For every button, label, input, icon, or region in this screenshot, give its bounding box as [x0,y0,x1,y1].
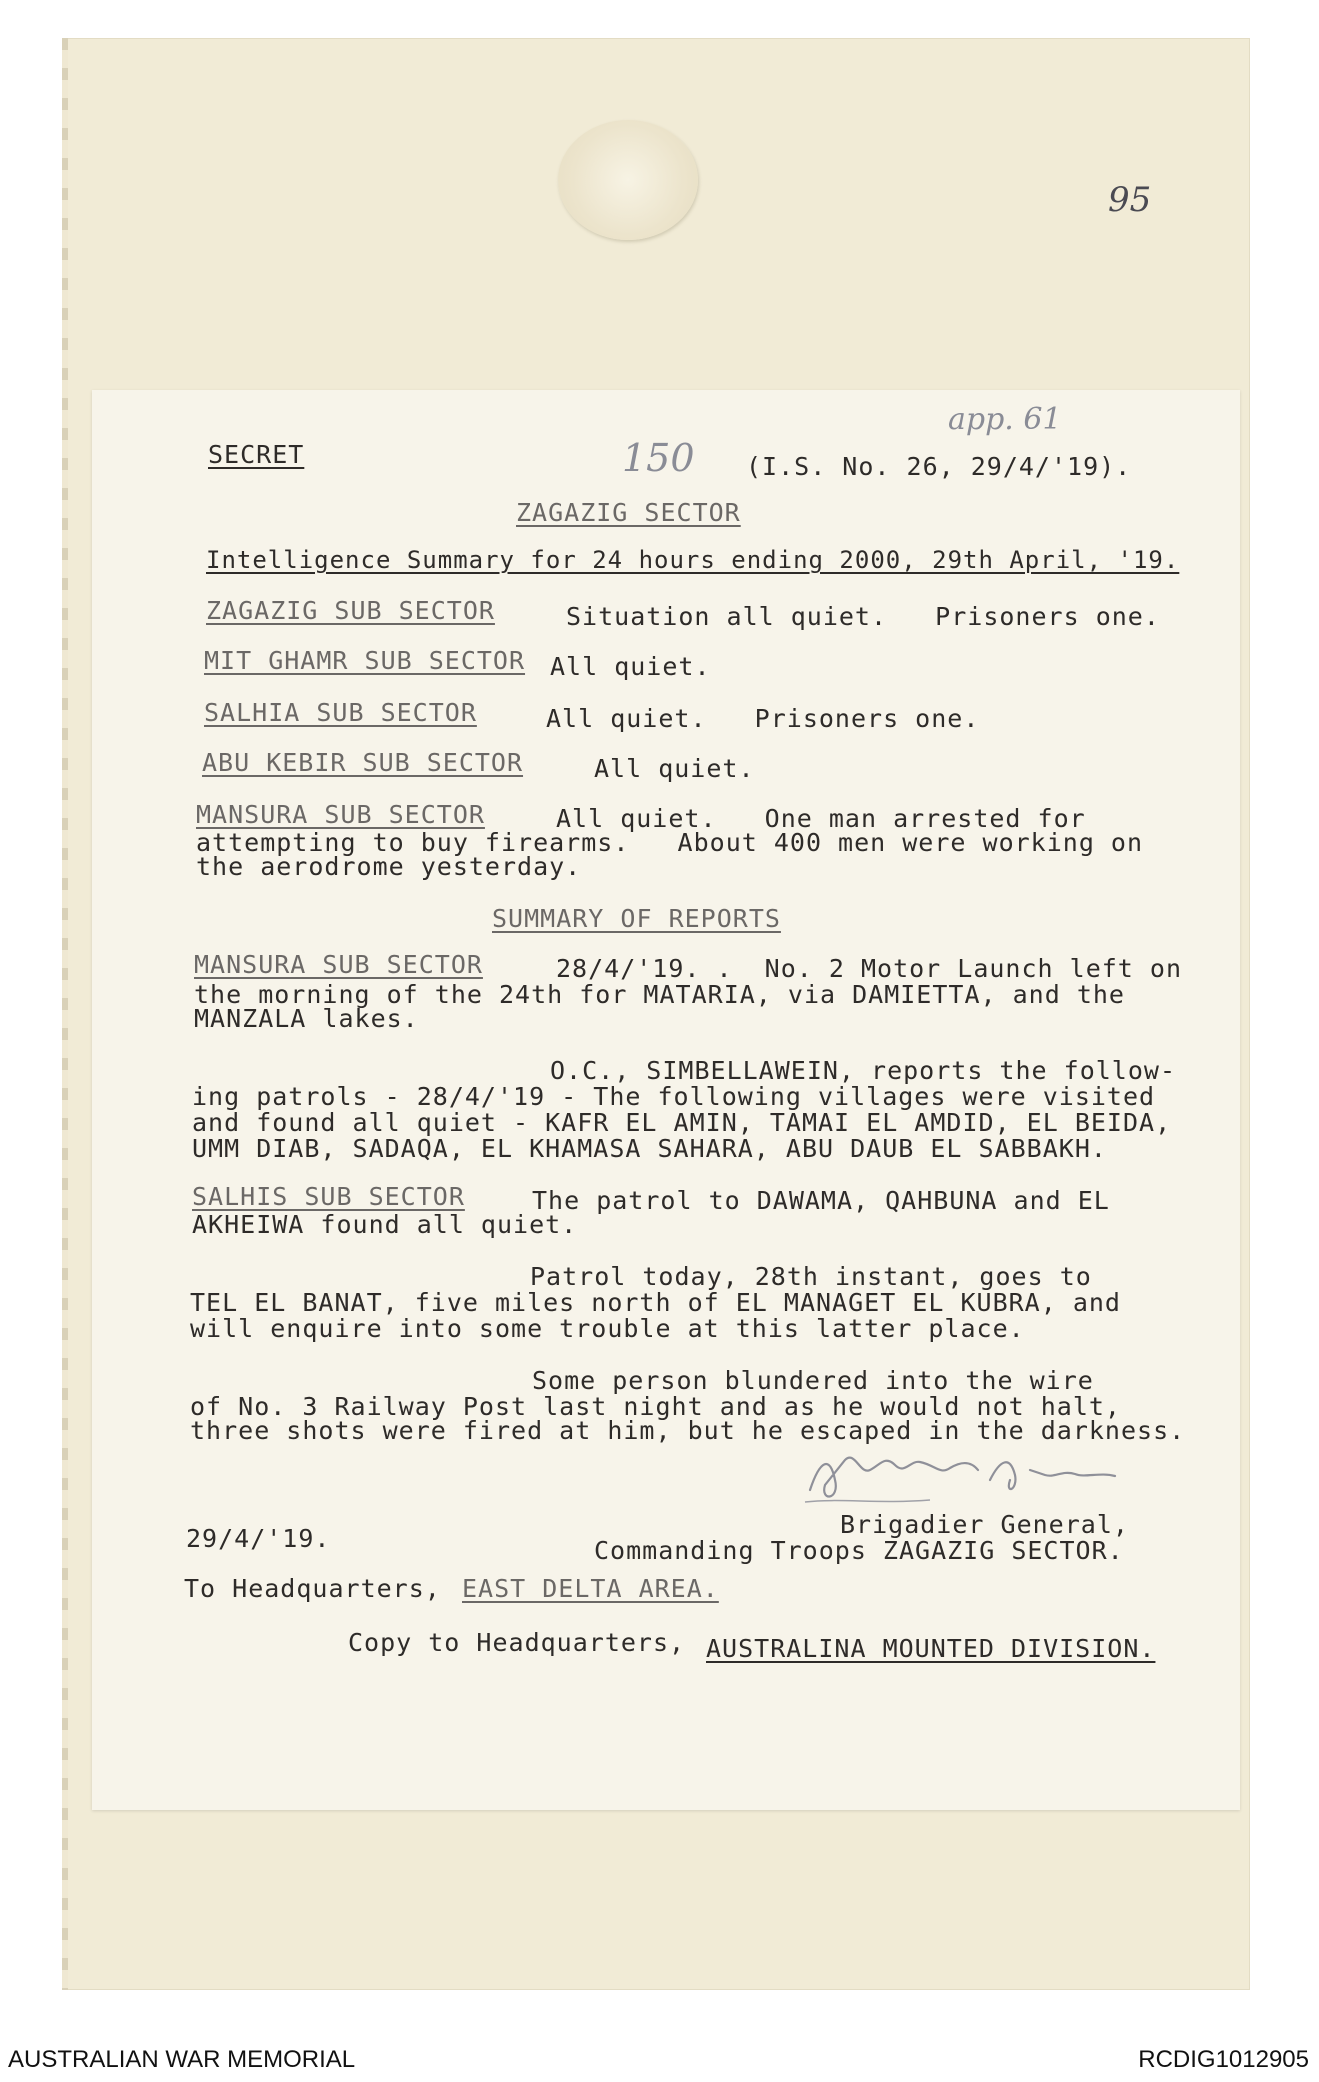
report-first-line: 28/4/'19. . No. 2 Motor Launch left on [556,954,1182,983]
subsector-text: Situation all quiet. Prisoners one. [566,602,1160,631]
signatory-command: Commanding Troops ZAGAZIG SECTOR. [594,1536,1124,1565]
report-line: MANZALA lakes. [194,1004,419,1033]
classification: SECRET [208,440,305,469]
report-sector-name: MANSURA SUB SECTOR [194,950,483,979]
subsector-name: SALHIA SUB SECTOR [204,698,477,727]
subsector-text: All quiet. Prisoners one. [546,704,980,733]
embossed-seal-icon [558,120,698,240]
footer-record-id: RCDIG1012905 [1138,2046,1309,2073]
report-line: the morning of the 24th for MATARIA, via DAMIETTA, and the [194,980,1125,1009]
subsector-continued: the aerodrome yesterday. [196,852,582,881]
binding-edge [62,38,68,1990]
copy-unit: AUSTRALINA MOUNTED DIVISION. [706,1634,1156,1663]
report-line: AKHEIWA found all quiet. [192,1210,578,1239]
report-first-line: O.C., SIMBELLAWEIN, reports the follow- [550,1056,1176,1085]
subsector-name: ZAGAZIG SUB SECTOR [206,596,495,625]
report-first-line: The patrol to DAWAMA, QAHBUNA and EL [532,1186,1110,1215]
sector-heading: ZAGAZIG SECTOR [516,498,741,527]
report-line: and found all quiet - KAFR EL AMIN, TAMAI EL AMDID, EL BEIDA, [192,1108,1172,1137]
report-first-line: Patrol today, 28th instant, goes to [530,1262,1092,1291]
copy-prefix: Copy to Headquarters, [348,1628,686,1657]
subsector-text: All quiet. One man arrested for [556,804,1086,833]
closing-date: 29/4/'19. [186,1524,331,1553]
pencil-note-app: app. 61 [948,402,1062,437]
report-sector-name: SALHIS SUB SECTOR [192,1182,465,1211]
pencil-note-number: 150 [622,436,695,480]
report-first-line: Some person blundered into the wire [532,1366,1094,1395]
report-line: will enquire into some trouble at this latter place. [190,1314,1025,1343]
subsector-name: ABU KEBIR SUB SECTOR [202,748,524,777]
to-prefix: To Headquarters, [184,1574,441,1603]
reference: (I.S. No. 26, 29/4/'19). [746,452,1132,481]
handwritten-signature [800,1440,1130,1510]
subsector-name: MANSURA SUB SECTOR [196,800,485,829]
reports-heading: SUMMARY OF REPORTS [492,904,781,933]
report-line: of No. 3 Railway Post last night and as he would not halt, [190,1392,1121,1421]
summary-title: Intelligence Summary for 24 hours ending 2000, 29th April, '19. [206,546,1180,574]
to-unit: EAST DELTA AREA. [462,1574,719,1603]
footer-archive: AUSTRALIAN WAR MEMORIAL [8,2046,356,2073]
subsector-text: All quiet. [594,754,755,783]
subsector-continued: attempting to buy firearms. About 400 men were working on [196,828,1144,857]
folio-number: 95 [1108,180,1152,220]
subsector-text: All quiet. [550,652,711,681]
report-line: TEL EL BANAT, five miles north of EL MANAGET EL KUBRA, and [190,1288,1121,1317]
report-line: UMM DIAB, SADAQA, EL KHAMASA SAHARA, ABU DAUB EL SABBAKH. [192,1134,1107,1163]
report-line: three shots were fired at him, but he escaped in the darkness. [190,1416,1186,1445]
report-line: ing patrols - 28/4/'19 - The following villages were visited [192,1082,1156,1111]
subsector-name: MIT GHAMR SUB SECTOR [204,646,526,675]
signatory-rank: Brigadier General, [840,1510,1129,1539]
